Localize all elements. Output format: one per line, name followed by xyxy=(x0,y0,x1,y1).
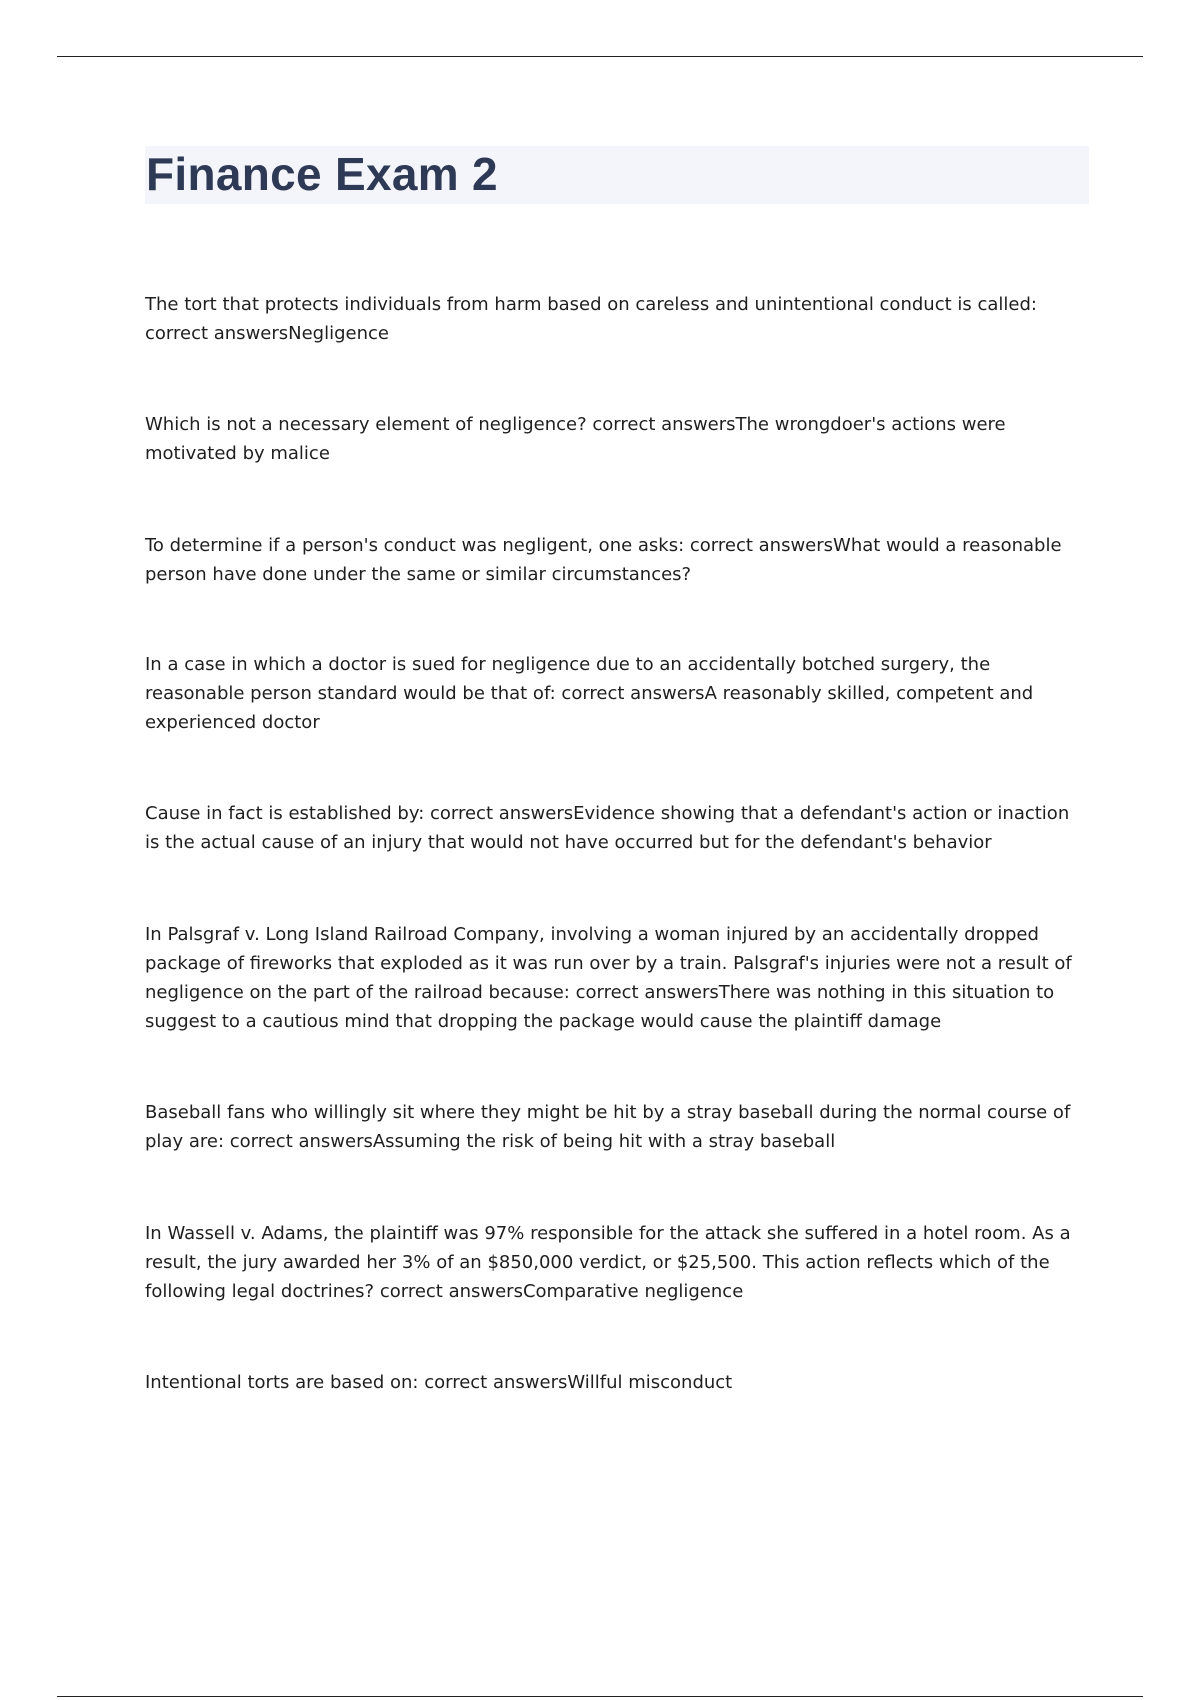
qa-item: In a case in which a doctor is sued for negligence due to an accidentally botched surgery, the reasonable person standard would be that of: correct answersA reasonably skilled, competent and experienced doctor xyxy=(145,654,1034,733)
qa-item: Baseball fans who willingly sit where they might be hit by a stray baseball during the normal course of play are: correct answersAssuming the risk of being hit with a stray baseball xyxy=(145,1102,1071,1152)
qa-item: Which is not a necessary element of negligence? correct answersThe wrongdoer's actions were motivated by malice xyxy=(145,414,1006,464)
top-rule xyxy=(57,56,1143,57)
qa-item: In Palsgraf v. Long Island Railroad Company, involving a woman injured by an accidentally dropped package of fireworks that exploded as it was run over by a train. Palsgraf's injuries were not a result of negligence on the part of the railroad because: correct answersThere was nothing in this situation to suggest to a cautious mind that dropping the package would cause the plaintiff damage xyxy=(145,924,1072,1032)
qa-item: Cause in fact is established by: correct answersEvidence showing that a defendant's action or inaction is the actual cause of an injury that would not have occurred but for the defendant's behavior xyxy=(145,803,1070,853)
qa-item: Intentional torts are based on: correct answersWillful misconduct xyxy=(145,1372,733,1393)
qa-item: The tort that protects individuals from harm based on careless and unintentional conduct is called: correct answersNegligence xyxy=(145,294,1037,344)
page-title: Finance Exam 2 xyxy=(146,148,498,200)
bottom-rule xyxy=(57,1696,1143,1697)
qa-item: In Wassell v. Adams, the plaintiff was 97% responsible for the attack she suffered in a hotel room. As a result, the jury awarded her 3% of an $850,000 verdict, or $25,500. This action reflects which of the following legal doctrines? correct answersComparative negligence xyxy=(145,1223,1071,1302)
qa-item: To determine if a person's conduct was negligent, one asks: correct answersWhat would a reasonable person have done under the same or similar circumstances? xyxy=(145,535,1062,585)
